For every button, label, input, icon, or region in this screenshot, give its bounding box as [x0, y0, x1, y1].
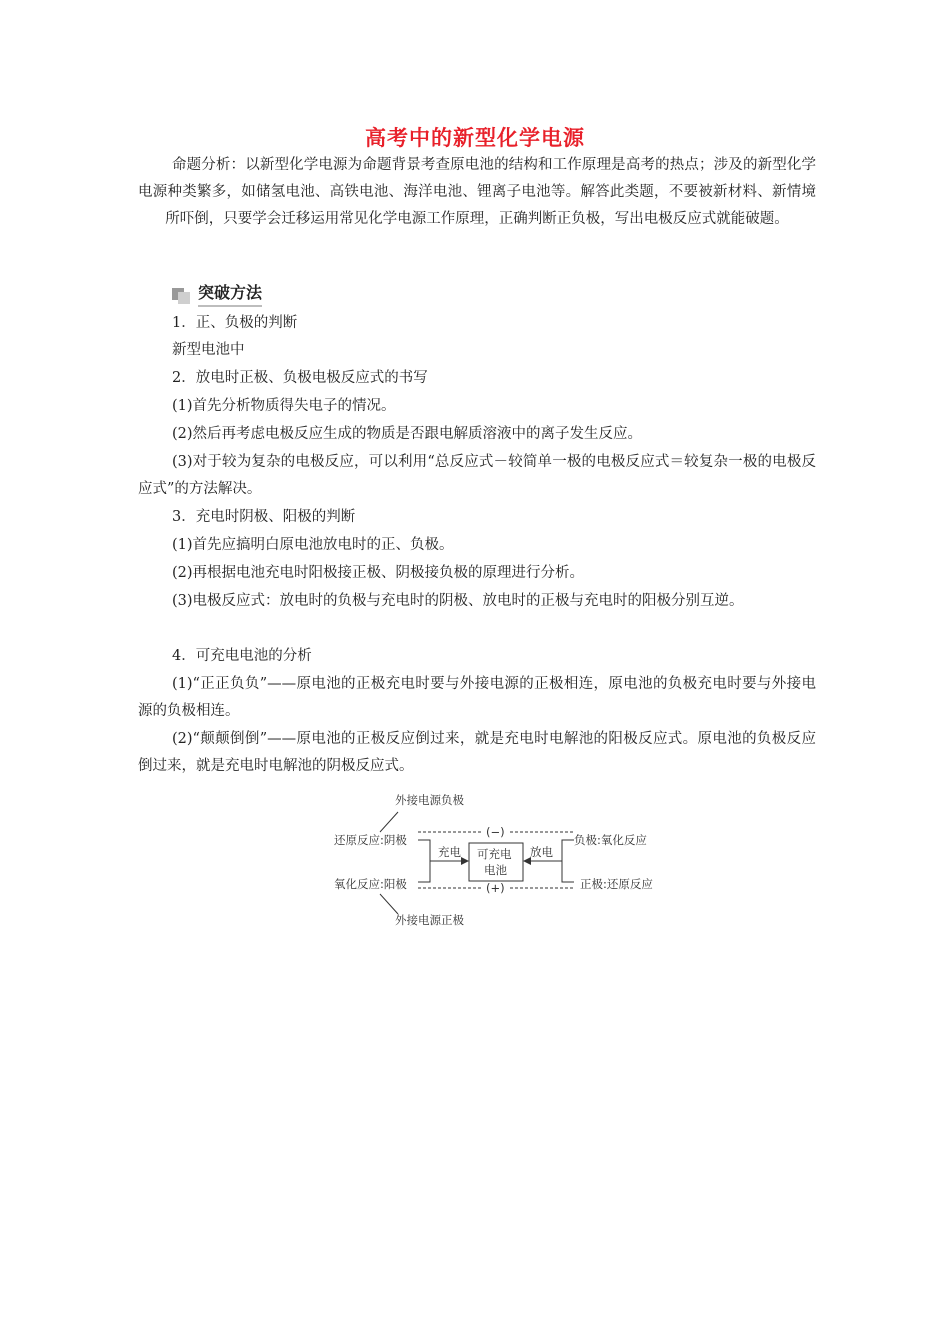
leader-line-bottom — [380, 894, 398, 914]
point-3-sub-3: (3)电极反应式：放电时的负极与充电时的阴极、放电时的正极与充电时的阳极分别互逆。 — [172, 593, 744, 609]
page-title: 高考中的新型化学电源 — [365, 126, 585, 150]
point-3-sub-2: (2)再根据电池充电时阳极接正极、阴极接负极的原理进行分析。 — [172, 565, 585, 581]
intro-paragraph: 命题分析：以新型化学电源为命题背景考查原电池的结构和工作原理是高考的热点；涉及的新型化学电源种类繁多，如储氢电池、高铁电池、海洋电池、锂离子电池等。解答此类题，不要被新材料、新情境所吓倒，只要学会迁移运用常见化学电源工作原理，正确判断正负极，写出电极反应式就能破题。 — [138, 157, 816, 227]
point-3: 3．充电时阴极、阳极的判断 — [172, 509, 356, 525]
label-external-positive: 外接电源正极 — [395, 913, 464, 927]
section-title: 突破方法 — [198, 280, 262, 307]
label-positive-reduction: 正极:还原反应 — [580, 877, 653, 891]
plus-sign: (+) — [486, 881, 505, 895]
minus-sign: (−) — [486, 825, 505, 839]
battery-label-line1: 可充电 — [477, 847, 512, 861]
leader-line-top — [380, 812, 398, 832]
label-negative-oxidation: 负极:氧化反应 — [574, 833, 647, 847]
label-discharge: 放电 — [530, 845, 553, 859]
battery-label-line2: 电池 — [484, 863, 507, 877]
left-bracket — [418, 840, 430, 882]
point-2-sub-1: (1)首先分析物质得失电子的情况。 — [172, 398, 396, 414]
section-square-icon — [172, 284, 192, 304]
label-charge: 充电 — [438, 845, 461, 859]
point-4: 4．可充电电池的分析 — [172, 648, 312, 664]
point-3-sub-1: (1)首先应搞明白原电池放电时的正、负极。 — [172, 537, 454, 553]
point-2: 2．放电时正极、负极电极反应式的书写 — [172, 370, 428, 386]
point-2-sub-2: (2)然后再考虑电极反应生成的物质是否跟电解质溶液中的离子发生反应。 — [172, 426, 643, 442]
point-4-sub-1: (1)“正正负负”——原电池的正极充电时要与外接电源的正极相连，原电池的负极充电时要与外接电源的负极相连。 — [138, 676, 816, 719]
point-1: 1．正、负极的判断 — [172, 315, 298, 331]
label-reduction-cathode: 还原反应:阴极 — [334, 833, 407, 847]
point-1-text: 新型电池中 — [172, 342, 245, 358]
label-oxidation-anode: 氧化反应:阳极 — [334, 877, 407, 891]
right-bracket — [562, 840, 574, 882]
label-external-negative: 外接电源负极 — [395, 793, 464, 807]
point-2-sub-3: (3)对于较为复杂的电极反应，可以利用“总反应式－较简单一极的电极反应式＝较复杂一极的电极反应式”的方法解决。 — [138, 454, 816, 497]
point-4-sub-2: (2)“颠颠倒倒”——原电池的正极反应倒过来，就是充电时电解池的阳极反应式。原电池的负极反应倒过来，就是充电时电解池的阴极反应式。 — [138, 731, 816, 774]
rechargeable-battery-diagram — [330, 790, 670, 930]
section-header — [172, 280, 262, 307]
